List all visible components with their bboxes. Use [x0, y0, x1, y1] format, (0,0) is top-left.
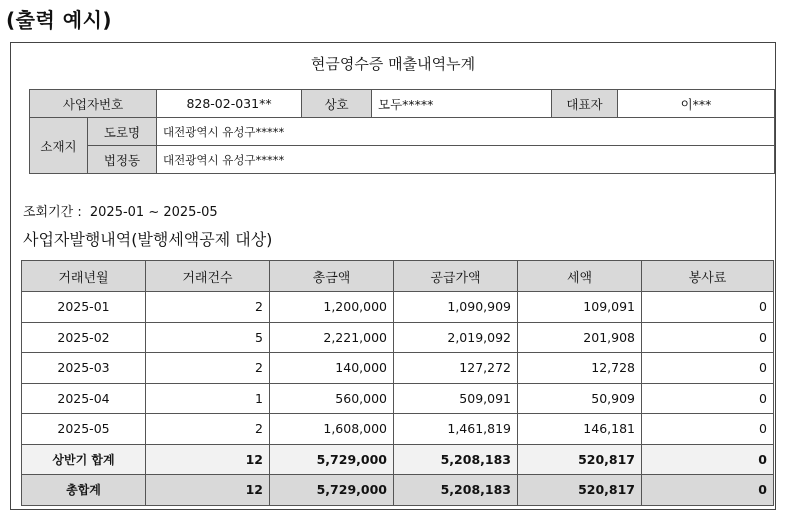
business-info-table	[29, 89, 775, 174]
cell-service: 0	[642, 414, 774, 445]
cell-tax: 12,728	[518, 353, 642, 384]
cell-service: 0	[642, 322, 774, 353]
cell-month: 2025-01	[22, 292, 146, 323]
cell-total: 5,729,000	[270, 475, 394, 506]
col-header-month: 거래년월	[22, 261, 146, 292]
cell-count: 1	[146, 383, 270, 414]
name-value: 모두*****	[372, 90, 552, 118]
lot-label: 법정동	[88, 146, 157, 174]
col-header-service: 봉사료	[642, 261, 774, 292]
cell-count: 5	[146, 322, 270, 353]
cell-total: 1,608,000	[270, 414, 394, 445]
business-number-row	[30, 90, 775, 118]
period-value: 2025-01 ~ 2025-05	[89, 205, 218, 220]
table-row	[22, 353, 774, 384]
cell-month: 2025-04	[22, 383, 146, 414]
table-header-row	[22, 261, 774, 292]
sales-table	[21, 260, 774, 506]
cell-tax: 50,909	[518, 383, 642, 414]
cell-count: 2	[146, 353, 270, 384]
col-header-supply: 공급가액	[394, 261, 518, 292]
cell-count: 2	[146, 414, 270, 445]
cell-supply: 5,208,183	[394, 475, 518, 506]
cell-count: 12	[146, 475, 270, 506]
cell-total: 140,000	[270, 353, 394, 384]
cell-month: 2025-03	[22, 353, 146, 384]
cell-month: 2025-02	[22, 322, 146, 353]
cell-service: 0	[642, 353, 774, 384]
cell-service: 0	[642, 292, 774, 323]
col-header-count: 거래건수	[146, 261, 270, 292]
cell-service: 0	[642, 444, 774, 475]
road-label: 도로명	[88, 118, 157, 146]
col-header-total: 총금액	[270, 261, 394, 292]
lot-value: 대전광역시 유성구*****	[157, 146, 775, 174]
table-row	[22, 292, 774, 323]
page-heading: (출력 예시)	[6, 8, 113, 32]
cell-total: 1,200,000	[270, 292, 394, 323]
biz-no-value: 828-02-031**	[157, 90, 302, 118]
table-row	[22, 322, 774, 353]
cell-service: 0	[642, 383, 774, 414]
rep-label: 대표자	[552, 90, 618, 118]
query-period	[23, 201, 218, 220]
cell-tax: 201,908	[518, 322, 642, 353]
table-row	[22, 383, 774, 414]
document-frame	[10, 42, 776, 510]
grand-total-row	[22, 475, 774, 506]
road-value: 대전광역시 유성구*****	[157, 118, 775, 146]
lot-address-row	[30, 146, 775, 174]
road-address-row	[30, 118, 775, 146]
cell-tax: 520,817	[518, 444, 642, 475]
name-label: 상호	[302, 90, 372, 118]
cell-supply: 127,272	[394, 353, 518, 384]
cell-service: 0	[642, 475, 774, 506]
cell-count: 2	[146, 292, 270, 323]
rep-value: 이***	[618, 90, 775, 118]
cell-total: 5,729,000	[270, 444, 394, 475]
cell-tax: 146,181	[518, 414, 642, 445]
cell-count: 12	[146, 444, 270, 475]
cell-tax: 109,091	[518, 292, 642, 323]
cell-month: 총합계	[22, 475, 146, 506]
col-header-tax: 세액	[518, 261, 642, 292]
period-label: 조회기간 :	[23, 205, 82, 220]
cell-total: 560,000	[270, 383, 394, 414]
cell-tax: 520,817	[518, 475, 642, 506]
cell-supply: 1,090,909	[394, 292, 518, 323]
cell-month: 상반기 합계	[22, 444, 146, 475]
cell-total: 2,221,000	[270, 322, 394, 353]
document-title: 현금영수증 매출내역누계	[310, 55, 476, 73]
table-row	[22, 414, 774, 445]
location-label: 소재지	[30, 118, 88, 174]
biz-no-label: 사업자번호	[30, 90, 157, 118]
cell-supply: 5,208,183	[394, 444, 518, 475]
section-subtitle: 사업자발행내역(발행세액공제 대상)	[23, 230, 273, 249]
cell-supply: 1,461,819	[394, 414, 518, 445]
cell-supply: 2,019,092	[394, 322, 518, 353]
cell-supply: 509,091	[394, 383, 518, 414]
half-year-total-row	[22, 444, 774, 475]
cell-month: 2025-05	[22, 414, 146, 445]
